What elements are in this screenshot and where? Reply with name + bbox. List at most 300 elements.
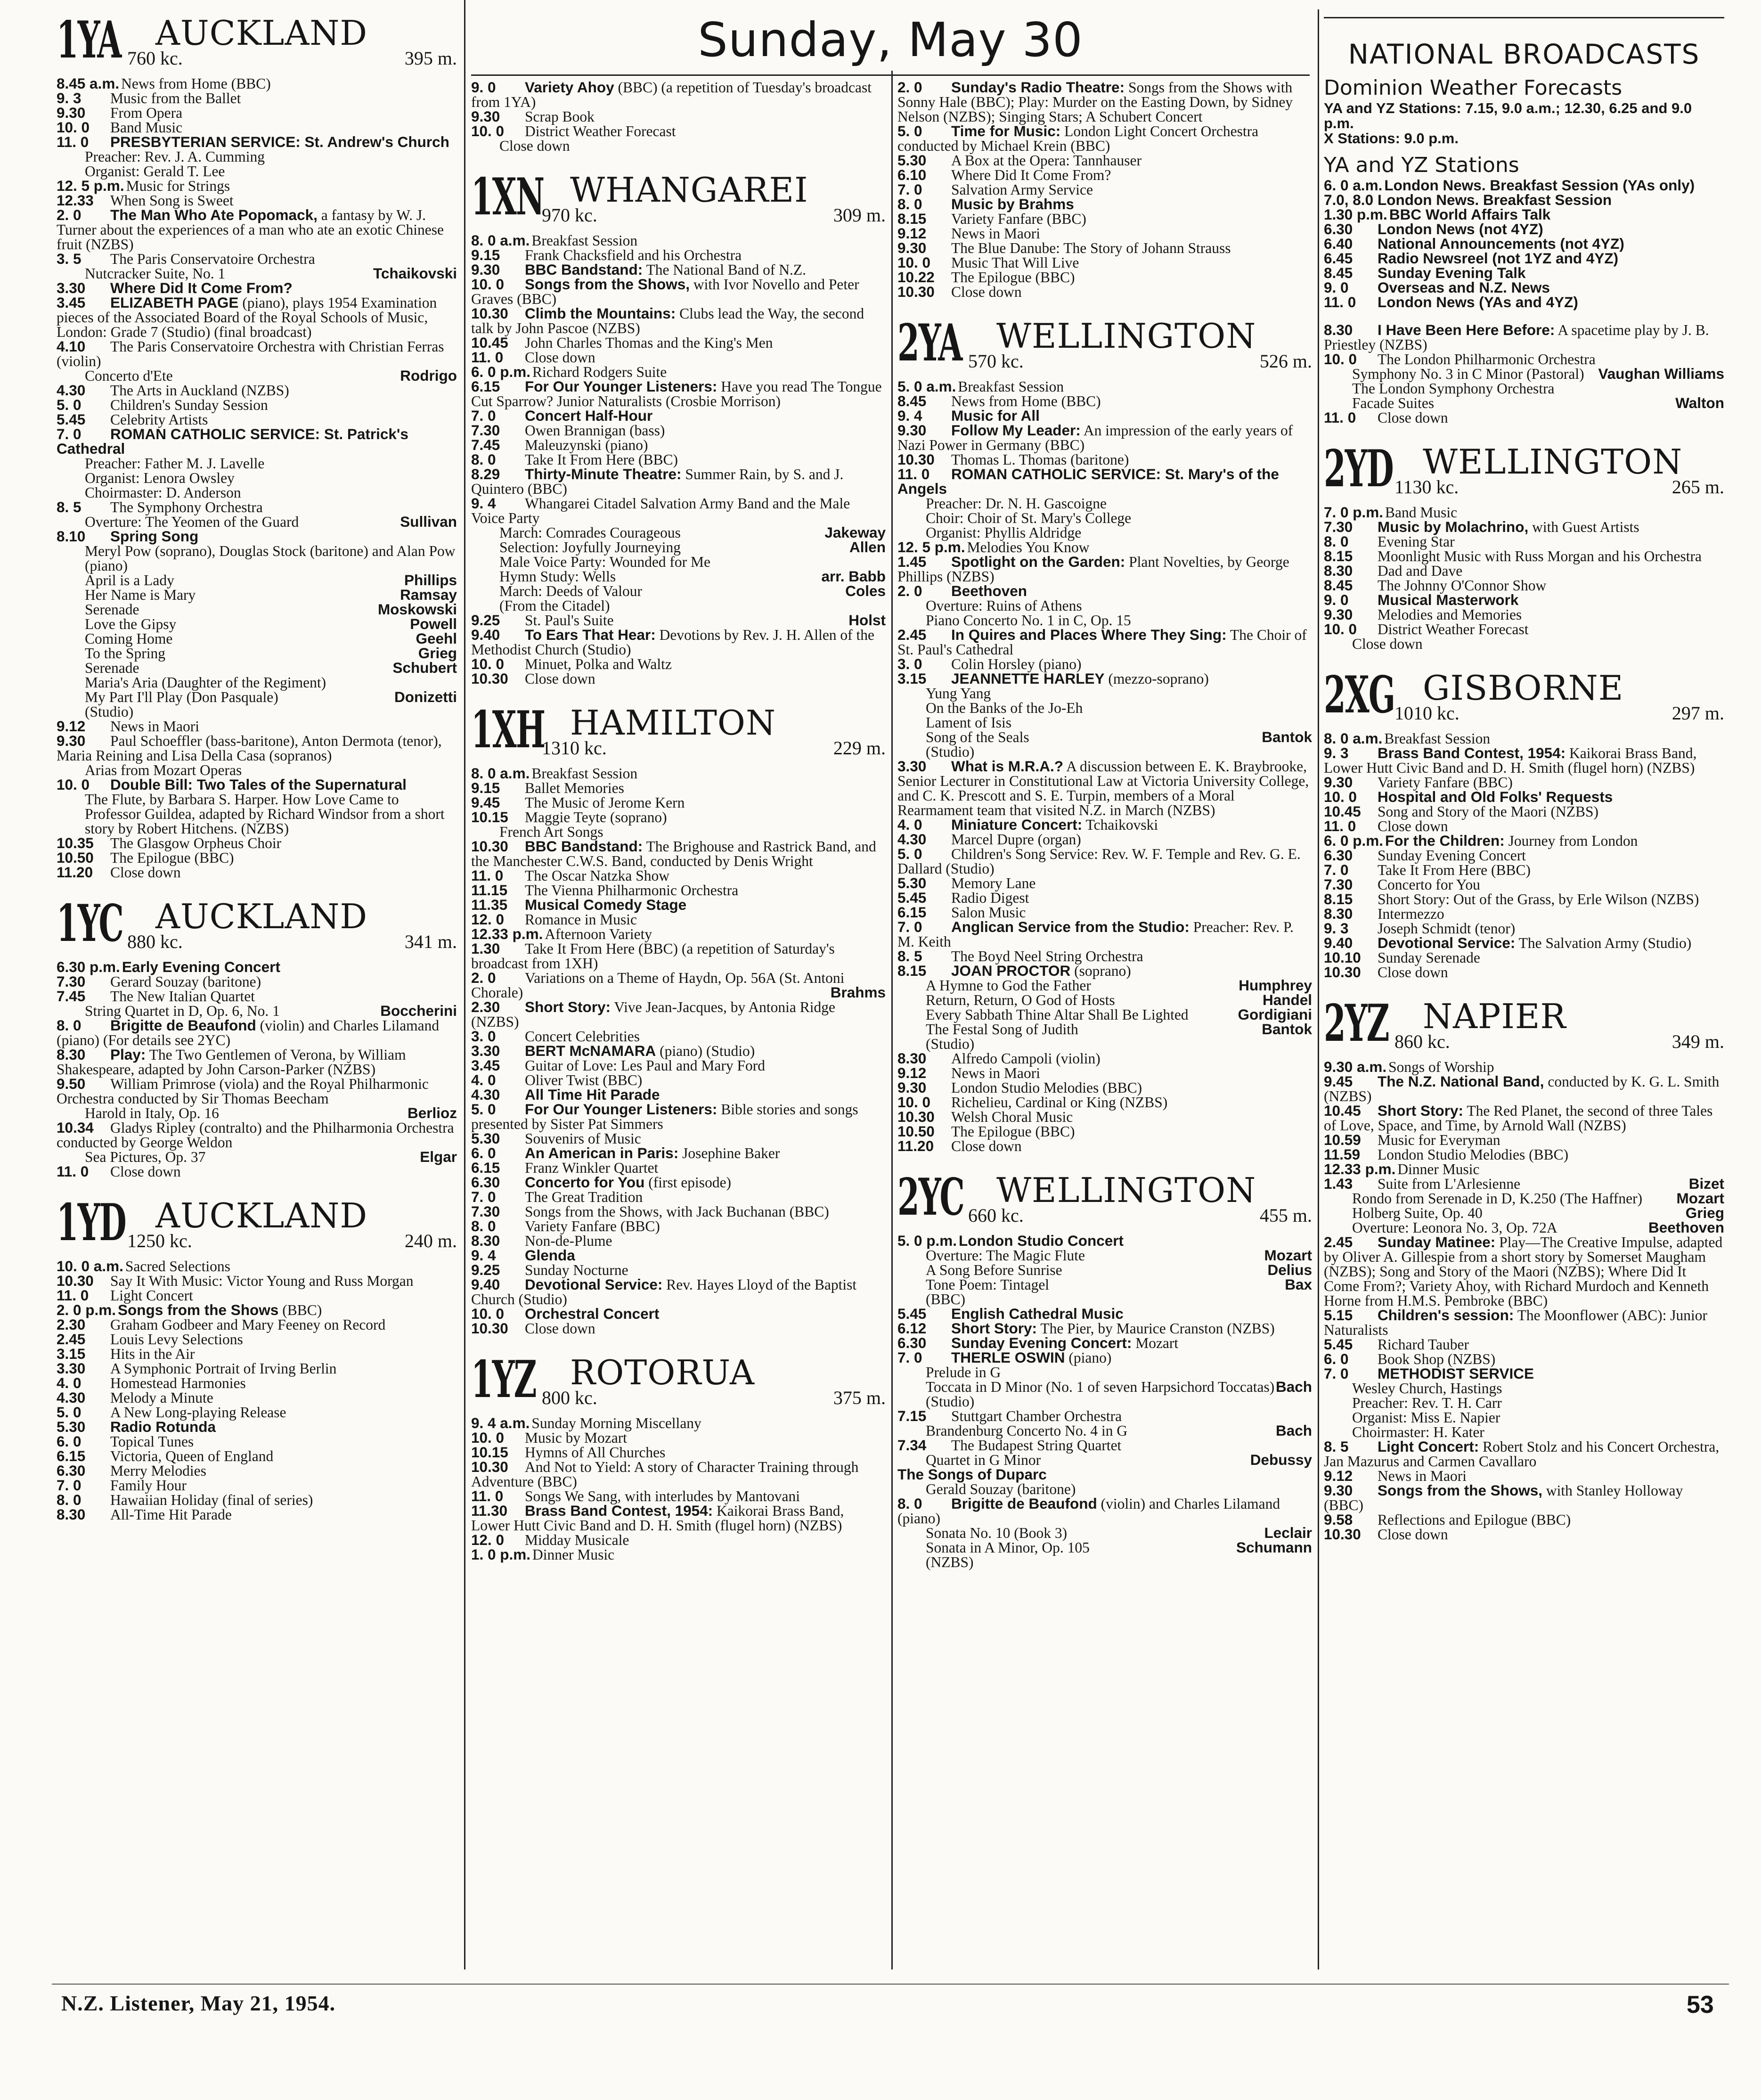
programme-detail <box>897 686 1312 701</box>
detail-text: Choirmaster: D. Anderson <box>85 484 241 501</box>
programme-entry <box>1324 520 1724 534</box>
programme-title: Maleuzynski (piano) <box>525 437 648 453</box>
station-frequency: 570 kc. <box>968 351 1024 372</box>
programme-title: with Ivor Novello and Peter Graves (BBC) <box>471 276 859 307</box>
programme-title: Josephine Baker <box>682 1145 780 1161</box>
programme-title: District Weather Forecast <box>525 123 676 139</box>
detail-text: Serenade <box>85 660 139 676</box>
composer: Delius <box>1267 1261 1312 1278</box>
programme-entry <box>57 836 457 850</box>
programme-detail <box>897 1292 1312 1307</box>
programme-detail <box>1324 1381 1724 1396</box>
section-gap <box>1324 980 1724 993</box>
programme-entry <box>57 427 457 456</box>
programme-entry <box>471 1504 886 1533</box>
programme-highlight: METHODIST SERVICE <box>1378 1365 1534 1382</box>
station-call-sign: 2XG <box>1324 665 1395 725</box>
programme-entry <box>471 927 886 941</box>
programme-time: 4.10 <box>57 338 86 355</box>
programme-time: 6.40 <box>1324 235 1353 252</box>
detail-text: Selection: Joyfully Journeying <box>499 539 681 556</box>
detail-text: (NZBS) <box>926 1554 974 1570</box>
weather-heading: Dominion Weather Forecasts <box>1324 76 1622 100</box>
programme-title: Songs from the Shows, with Jack Buchanan (BBC) <box>525 1203 829 1220</box>
programme-detail <box>897 1555 1312 1569</box>
programme-entry <box>471 1547 886 1562</box>
programme-time: 6.30 <box>1324 847 1353 864</box>
programme-entry <box>471 350 886 365</box>
programme-time: 12. 0 <box>471 911 505 928</box>
programme-entry <box>1324 965 1724 980</box>
programme-title: The Epilogue (BBC) <box>951 1123 1075 1140</box>
programme-time: 12.33 p.m. <box>471 925 543 942</box>
programme-title: Close down <box>110 1163 181 1180</box>
programme-detail <box>897 1248 1312 1263</box>
programme-time: 11. 0 <box>897 466 930 482</box>
programme-entry <box>1324 1177 1724 1191</box>
programme-time: 11. 0 <box>471 867 504 884</box>
programme-title: Colin Horsley (piano) <box>951 656 1082 672</box>
programme-detail <box>57 149 457 164</box>
programme-detail <box>1324 1396 1724 1410</box>
section-gap <box>897 299 1312 312</box>
programme-title: Vive Jean-Jacques, by Antonia Ridge (NZBS) <box>471 999 835 1030</box>
composer: Allen <box>849 539 886 556</box>
programme-time: 6.15 <box>471 378 500 395</box>
programme-entry <box>471 839 886 868</box>
programme-entry <box>471 467 886 496</box>
detail-text: Wesley Church, Hastings <box>1352 1380 1502 1397</box>
detail-text: Coming Home <box>85 630 173 647</box>
programme-time: 10.30 <box>471 1458 508 1475</box>
programme-time: 9.40 <box>1324 934 1353 951</box>
programme-entry <box>57 960 457 974</box>
programme-title: (mezzo-soprano) <box>1108 670 1209 687</box>
programme-highlight: Spring Song <box>110 528 199 545</box>
programme-entry <box>57 179 457 193</box>
programme-entry <box>57 281 457 295</box>
programme-time: 2.45 <box>57 1331 86 1348</box>
programme-title: The New Italian Quartet <box>110 988 255 1005</box>
programme-detail <box>57 485 457 500</box>
programme-time: 7.15 <box>897 1407 927 1424</box>
programme-title: News from Home (BBC) <box>951 393 1101 409</box>
programme-title: Close down <box>1378 818 1448 834</box>
programme-time: 8.10 <box>57 528 86 545</box>
programme-title: Sunday Serenade <box>1378 949 1480 966</box>
programme-time: 5. 0 <box>897 123 922 139</box>
programme-title: Welsh Choral Music <box>951 1109 1073 1125</box>
station-frequency: 760 kc. <box>127 48 183 69</box>
programme-entry <box>1324 622 1724 637</box>
programme-title: Devotions by Rev. J. H. Allen of the Methodist Church (Studio) <box>471 627 875 658</box>
programme-detail <box>471 598 886 613</box>
programme-time: 6. 0 <box>471 1144 496 1161</box>
programme-entry <box>1324 1469 1724 1483</box>
footer-publication: N.Z. Listener, May 21, 1954. <box>61 1991 336 2015</box>
programme-entry <box>57 1434 457 1449</box>
detail-text: Meryl Pow (soprano), Douglas Stock (baritone) and Alan Pow (piano) <box>85 543 456 574</box>
programme-detail <box>57 661 457 675</box>
programme-time: 11.20 <box>897 1137 934 1154</box>
programme-time: 10.50 <box>897 1123 935 1140</box>
programme-title: Bible stories and songs presented by Sister Pat Simmers <box>471 1101 858 1132</box>
detail-text: A Song Before Sunrise <box>926 1262 1062 1278</box>
programme-detail <box>897 511 1312 525</box>
programme-entry <box>897 1496 1312 1526</box>
programme-entry <box>57 500 457 515</box>
programme-title: Minuet, Polka and Waltz <box>525 656 672 672</box>
programme-time: 12.33 <box>57 192 94 209</box>
programme-title: Concerto for You <box>1378 876 1480 893</box>
station-call-sign: 1YZ <box>471 1350 536 1409</box>
programme-highlight: Early Evening Concert <box>122 958 280 975</box>
programme-highlight: Short Story: <box>951 1320 1037 1337</box>
programme-time: 6.12 <box>897 1320 927 1337</box>
programme-time: 9.30 <box>471 108 500 125</box>
programme-time: 9.12 <box>57 718 86 735</box>
programme-time: 8.30 <box>1324 321 1353 338</box>
station-frequency: 1310 kc. <box>542 737 607 759</box>
programme-entry <box>1324 505 1724 520</box>
programme-title: News from Home (BBC) <box>121 75 271 92</box>
programme-title: (violin) and Charles Lilamand (piano) (For details see 2YC) <box>57 1017 440 1048</box>
programme-time: 8. 5 <box>57 498 82 515</box>
programme-time: 10.45 <box>471 334 508 351</box>
programme-entry <box>1324 1060 1724 1074</box>
composer: Holst <box>848 612 886 629</box>
programme-time: 10.30 <box>471 1320 508 1337</box>
column-rule <box>1318 9 1319 1969</box>
programme-entry <box>57 777 457 792</box>
detail-text: Symphony No. 3 in C Minor (Pastoral) <box>1352 366 1584 382</box>
column-3 <box>897 80 1312 2035</box>
programme-entry <box>897 1307 1312 1321</box>
programme-entry <box>471 1102 886 1131</box>
detail-text: Return, Return, O God of Hosts <box>926 992 1115 1008</box>
programme-title: Kaikorai Brass Band, Lower Hutt Civic Band and D. H. Smith (flugel horn) (NZBS) <box>1324 745 1697 776</box>
composer: Sullivan <box>400 513 457 530</box>
programme-time: 3. 0 <box>471 1028 496 1045</box>
station-city: WELLINGTON <box>996 316 1256 356</box>
programme-entry <box>1324 1352 1724 1366</box>
programme-highlight: Sunday Matinee: <box>1378 1234 1496 1250</box>
programme-title: Close down <box>110 864 181 881</box>
programme-title: Preacher: Rev. P. M. Keith <box>897 919 1294 950</box>
programme-title: Tchaikovski <box>1085 817 1158 833</box>
programme-time: 5.30 <box>57 1418 86 1435</box>
programme-entry <box>897 1438 1312 1453</box>
programme-entry <box>1324 863 1724 877</box>
programme-title: The Epilogue (BBC) <box>110 850 234 866</box>
programme-title: Play—The Creative Impulse, adapted by Oliver A. Gillespie from a short story by Somerset Maugham (NZBS); Song and Story of the Maori (NZBS); Where Did It Come From?; Variety Ahoy, with Richard Murdoch and Kenneth Horne from H.M.S. Pembroke (BBC) <box>1324 1234 1723 1309</box>
programme-detail <box>897 1482 1312 1496</box>
programme-time: 9.12 <box>897 225 927 242</box>
programme-title: Marcel Dupre (organ) <box>951 831 1081 848</box>
programme-time: 11. 0 <box>1324 294 1356 311</box>
programme-highlight: ELIZABETH PAGE <box>110 294 239 311</box>
programme-detail <box>57 588 457 602</box>
programme-entry <box>57 339 457 368</box>
programme-highlight: JOAN PROCTOR <box>951 962 1071 979</box>
programme-time: 7. 0 <box>471 407 496 424</box>
programme-entry <box>1324 833 1724 848</box>
section-gap <box>57 1179 457 1192</box>
composer: Rodrigo <box>400 367 457 384</box>
programme-title: Stuttgart Chamber Orchestra <box>951 1408 1122 1424</box>
programme-highlight: ROMAN CATHOLIC SERVICE: St. Mary's of the Angels <box>897 466 1279 497</box>
programme-entry <box>897 285 1312 299</box>
programme-title: Take It From Here (BBC) <box>525 451 678 468</box>
station-city: NAPIER <box>1423 997 1566 1036</box>
composer: Moskowski <box>377 601 457 618</box>
programme-entry <box>1324 1337 1724 1352</box>
programme-title: Melodies and Memories <box>1378 606 1522 623</box>
programme-title: News in Maori <box>951 225 1040 242</box>
programme-highlight: Thirty-Minute Theatre: <box>525 466 682 482</box>
composer: Gordigiani <box>1238 1006 1312 1023</box>
programme-highlight: Songs from the Shows, <box>1378 1482 1543 1499</box>
programme-entry <box>1324 607 1724 622</box>
programme-highlight: BBC Bandstand: <box>525 261 643 278</box>
programme-title: From Opera <box>110 105 183 121</box>
programme-entry <box>1324 1074 1724 1103</box>
programme-time: 10.30 <box>471 838 508 855</box>
programme-highlight: Time for Music: <box>951 123 1061 139</box>
programme-title: The Pier, by Maurice Cranston (NZBS) <box>1040 1320 1275 1337</box>
programme-entry <box>57 1332 457 1347</box>
programme-time: 9.45 <box>471 794 500 811</box>
programme-title: Salvation Army Service <box>951 181 1093 198</box>
programme-highlight: ROMAN CATHOLIC SERVICE: St. Patrick's Cathedral <box>57 425 408 457</box>
composer: Powell <box>410 615 457 632</box>
programme-title: All-Time Hit Parade <box>110 1506 232 1523</box>
programme-detail <box>1324 1425 1724 1439</box>
programme-entry <box>897 876 1312 891</box>
programme-entry <box>471 1160 886 1175</box>
programme-entry <box>897 255 1312 270</box>
composer: Ramsay <box>400 586 457 603</box>
programme-entry <box>57 1018 457 1047</box>
station-wavelength: 297 m. <box>1671 703 1724 724</box>
programme-entry <box>471 1533 886 1547</box>
programme-title: Richelieu, Cardinal or King (NZBS) <box>951 1094 1168 1111</box>
detail-text: Preacher: Father M. J. Lavelle <box>85 455 265 472</box>
programme-detail <box>897 1394 1312 1409</box>
programme-time: 9.12 <box>897 1064 927 1081</box>
programme-time: 6.30 <box>897 1334 927 1351</box>
programme-title: Songs from the Shows with Sonny Hale (BBC); Play: Murder on the Easting Down, by Sidney Nelson (NZBS); Singing Stars; A Schubert Concert <box>897 80 1293 125</box>
programme-entry <box>1324 1366 1724 1381</box>
programme-entry <box>471 912 886 927</box>
programme-time: 9. 0 <box>1324 591 1349 608</box>
programme-time: 10.59 <box>1324 1131 1361 1148</box>
programme-time: 6.30 <box>1324 221 1353 237</box>
programme-title: Souvenirs of Music <box>525 1130 641 1147</box>
programme-entry <box>897 423 1312 452</box>
detail-text: Organist: Lenora Owsley <box>85 470 235 486</box>
programme-entry <box>471 496 886 525</box>
programme-detail <box>57 1150 457 1164</box>
programme-time: 9.45 <box>1324 1073 1353 1090</box>
programme-time: 10.10 <box>1324 949 1361 966</box>
programme-time: 4. 0 <box>471 1071 496 1088</box>
programme-title: Sunday Evening Concert <box>1378 847 1526 864</box>
programme-time: 11.30 <box>471 1502 508 1519</box>
programme-time: 9.30 <box>57 732 86 749</box>
detail-text: Preacher: Rev. J. A. Cumming <box>85 148 265 165</box>
programme-entry <box>471 781 886 795</box>
detail-text: Yung Yang <box>926 685 991 702</box>
programme-entry <box>57 193 457 208</box>
detail-text: Overture: Leonora No. 3, Op. 72A <box>1352 1219 1557 1236</box>
station-city: AUCKLAND <box>155 13 368 53</box>
programme-time: 5.30 <box>471 1130 500 1147</box>
programme-time: 11.20 <box>57 864 93 881</box>
programme-highlight: Radio Newsreel (not 1YZ and 4YZ) <box>1378 250 1619 267</box>
section-gap <box>57 880 457 893</box>
programme-entry <box>57 1361 457 1376</box>
section-gap <box>57 1522 457 1535</box>
programme-entry <box>897 394 1312 409</box>
programme-detail <box>57 675 457 690</box>
programme-detail <box>1324 367 1724 381</box>
programme-title: with Guest Artists <box>1532 519 1639 535</box>
composer: Bach <box>1275 1378 1312 1395</box>
programme-entry <box>471 1489 886 1504</box>
national-entry <box>1324 207 1724 222</box>
programme-entry <box>471 1044 886 1058</box>
programme-highlight: PRESBYTERIAN SERVICE: St. Andrew's Church <box>110 133 449 150</box>
programme-time: 7. 0 <box>897 181 922 198</box>
composer: Grieg <box>418 645 457 662</box>
programme-time: 3.30 <box>57 279 86 296</box>
programme-entry <box>471 262 886 277</box>
programme-time: 9.25 <box>471 612 500 629</box>
programme-time: 9. 4 a.m. <box>471 1414 530 1431</box>
programme-entry <box>1324 1235 1724 1308</box>
detail-text: Close down <box>499 138 570 154</box>
programme-time: 5. 0 <box>57 396 82 413</box>
programme-time: 4.30 <box>57 382 86 399</box>
programme-time: 5. 0 a.m. <box>897 378 956 395</box>
programme-time: 10.30 <box>897 1108 935 1125</box>
programme-detail <box>57 704 457 719</box>
programme-time: 9.30 <box>897 422 927 439</box>
programme-time: 12. 0 <box>471 1531 505 1548</box>
station-header <box>471 1352 886 1412</box>
programme-title: Family Hour <box>110 1477 187 1494</box>
programme-time: 7. 0 <box>57 1477 82 1494</box>
programme-time: 2. 0 <box>897 582 922 599</box>
programme-entry <box>897 949 1312 964</box>
programme-title: Graham Godbeer and Mary Feeney on Record <box>110 1316 386 1333</box>
programme-title: The Two Gentlemen of Verona, by William Shakespeare, adapted by John Carson-Parker (NZBS) <box>57 1046 406 1078</box>
programme-time: 9. 4 <box>471 495 496 512</box>
station-frequency: 880 kc. <box>127 931 183 952</box>
programme-highlight: Spotlight on the Garden: <box>951 553 1125 570</box>
programme-entry <box>897 1321 1312 1336</box>
programme-time: 3.30 <box>471 1042 500 1059</box>
programme-title: Ballet Memories <box>525 780 624 796</box>
programme-entry <box>57 719 457 734</box>
programme-detail <box>57 573 457 588</box>
programme-detail <box>897 993 1312 1007</box>
detail-text: Serenade <box>85 601 139 618</box>
programme-time: 5. 0 <box>897 845 922 862</box>
programme-highlight: London News. Breakfast Session <box>1378 191 1612 208</box>
programme-entry <box>1324 790 1724 804</box>
composer: Humphrey <box>1239 977 1312 994</box>
programme-time: 8.15 <box>897 210 927 227</box>
programme-time: 9. 4 <box>471 1247 496 1264</box>
programme-entry <box>1324 323 1724 352</box>
programme-highlight: Overseas and N.Z. News <box>1378 279 1550 296</box>
programme-title: Homestead Harmonies <box>110 1375 246 1391</box>
programme-title: Take It From Here (BBC) (a repetition of Saturday's broadcast from 1XH) <box>471 940 835 972</box>
programme-title: Thomas L. Thomas (baritone) <box>951 451 1129 468</box>
programme-highlight: Devotional Service: <box>1378 934 1516 951</box>
programme-entry <box>471 628 886 657</box>
programme-entry <box>897 540 1312 555</box>
national-entry <box>1324 266 1724 280</box>
programme-entry <box>471 1307 886 1321</box>
station-city: ROTORUA <box>570 1353 755 1392</box>
programme-entry <box>57 1420 457 1434</box>
programme-time: 8. 0 <box>897 196 922 212</box>
programme-time: 9. 3 <box>57 90 82 106</box>
programme-time: 10. 0 <box>897 254 931 271</box>
detail-text: (Studio) <box>926 1036 975 1052</box>
programme-entry <box>897 657 1312 671</box>
programme-time: 11.35 <box>471 896 508 913</box>
programme-entry <box>57 1120 457 1150</box>
programme-title: Music for Strings <box>126 178 230 194</box>
programme-time: 7.30 <box>471 422 500 439</box>
programme-entry <box>471 868 886 883</box>
programme-title: Song and Story of the Maori (NZBS) <box>1378 803 1598 820</box>
programme-entry <box>471 657 886 671</box>
programme-highlight: Brass Band Contest, 1954: <box>1378 744 1566 761</box>
programme-title: Scrap Book <box>525 108 595 125</box>
programme-entry <box>471 1460 886 1489</box>
programme-entry <box>471 1190 886 1204</box>
programme-title: Have you read The Tongue Cut Sparrow? Junior Naturalists (Crosbie Morrison) <box>471 378 882 409</box>
programme-entry <box>1324 892 1724 907</box>
programme-entry <box>1324 804 1724 819</box>
composer: Vaughan Williams <box>1598 365 1724 382</box>
programme-title: Kaikorai Brass Band, Lower Hutt Civic Band and D. H. Smith (flugel horn) (NZBS) <box>471 1503 844 1534</box>
programme-time: 8.30 <box>1324 562 1353 579</box>
programme-entry <box>471 379 886 409</box>
programme-highlight: London News (not 4YZ) <box>1378 221 1543 237</box>
programme-title: London Light Concert Orchestra conducted by Michael Krein (BBC) <box>897 123 1259 154</box>
programme-title: Gladys Ripley (contralto) and the Philharmonia Orchestra conducted by George Weldon <box>57 1119 454 1151</box>
programme-title: The Moonflower (ABC): Junior Naturalists <box>1324 1307 1707 1338</box>
programme-detail <box>1324 381 1724 396</box>
programme-time: 10.30 <box>471 305 508 322</box>
composer: Geehl <box>416 630 457 647</box>
station-city: GISBORNE <box>1423 668 1624 708</box>
programme-title: Take It From Here (BBC) <box>1378 862 1531 878</box>
programme-detail <box>57 471 457 485</box>
programme-highlight: For Our Younger Listeners: <box>525 1101 717 1118</box>
programme-entry <box>471 1234 886 1248</box>
programme-time: 9.30 <box>57 104 86 121</box>
programme-highlight: BBC Bandstand: <box>525 838 643 855</box>
programme-title: Dinner Music <box>1397 1161 1480 1177</box>
programme-time: 10.30 <box>1324 964 1361 981</box>
